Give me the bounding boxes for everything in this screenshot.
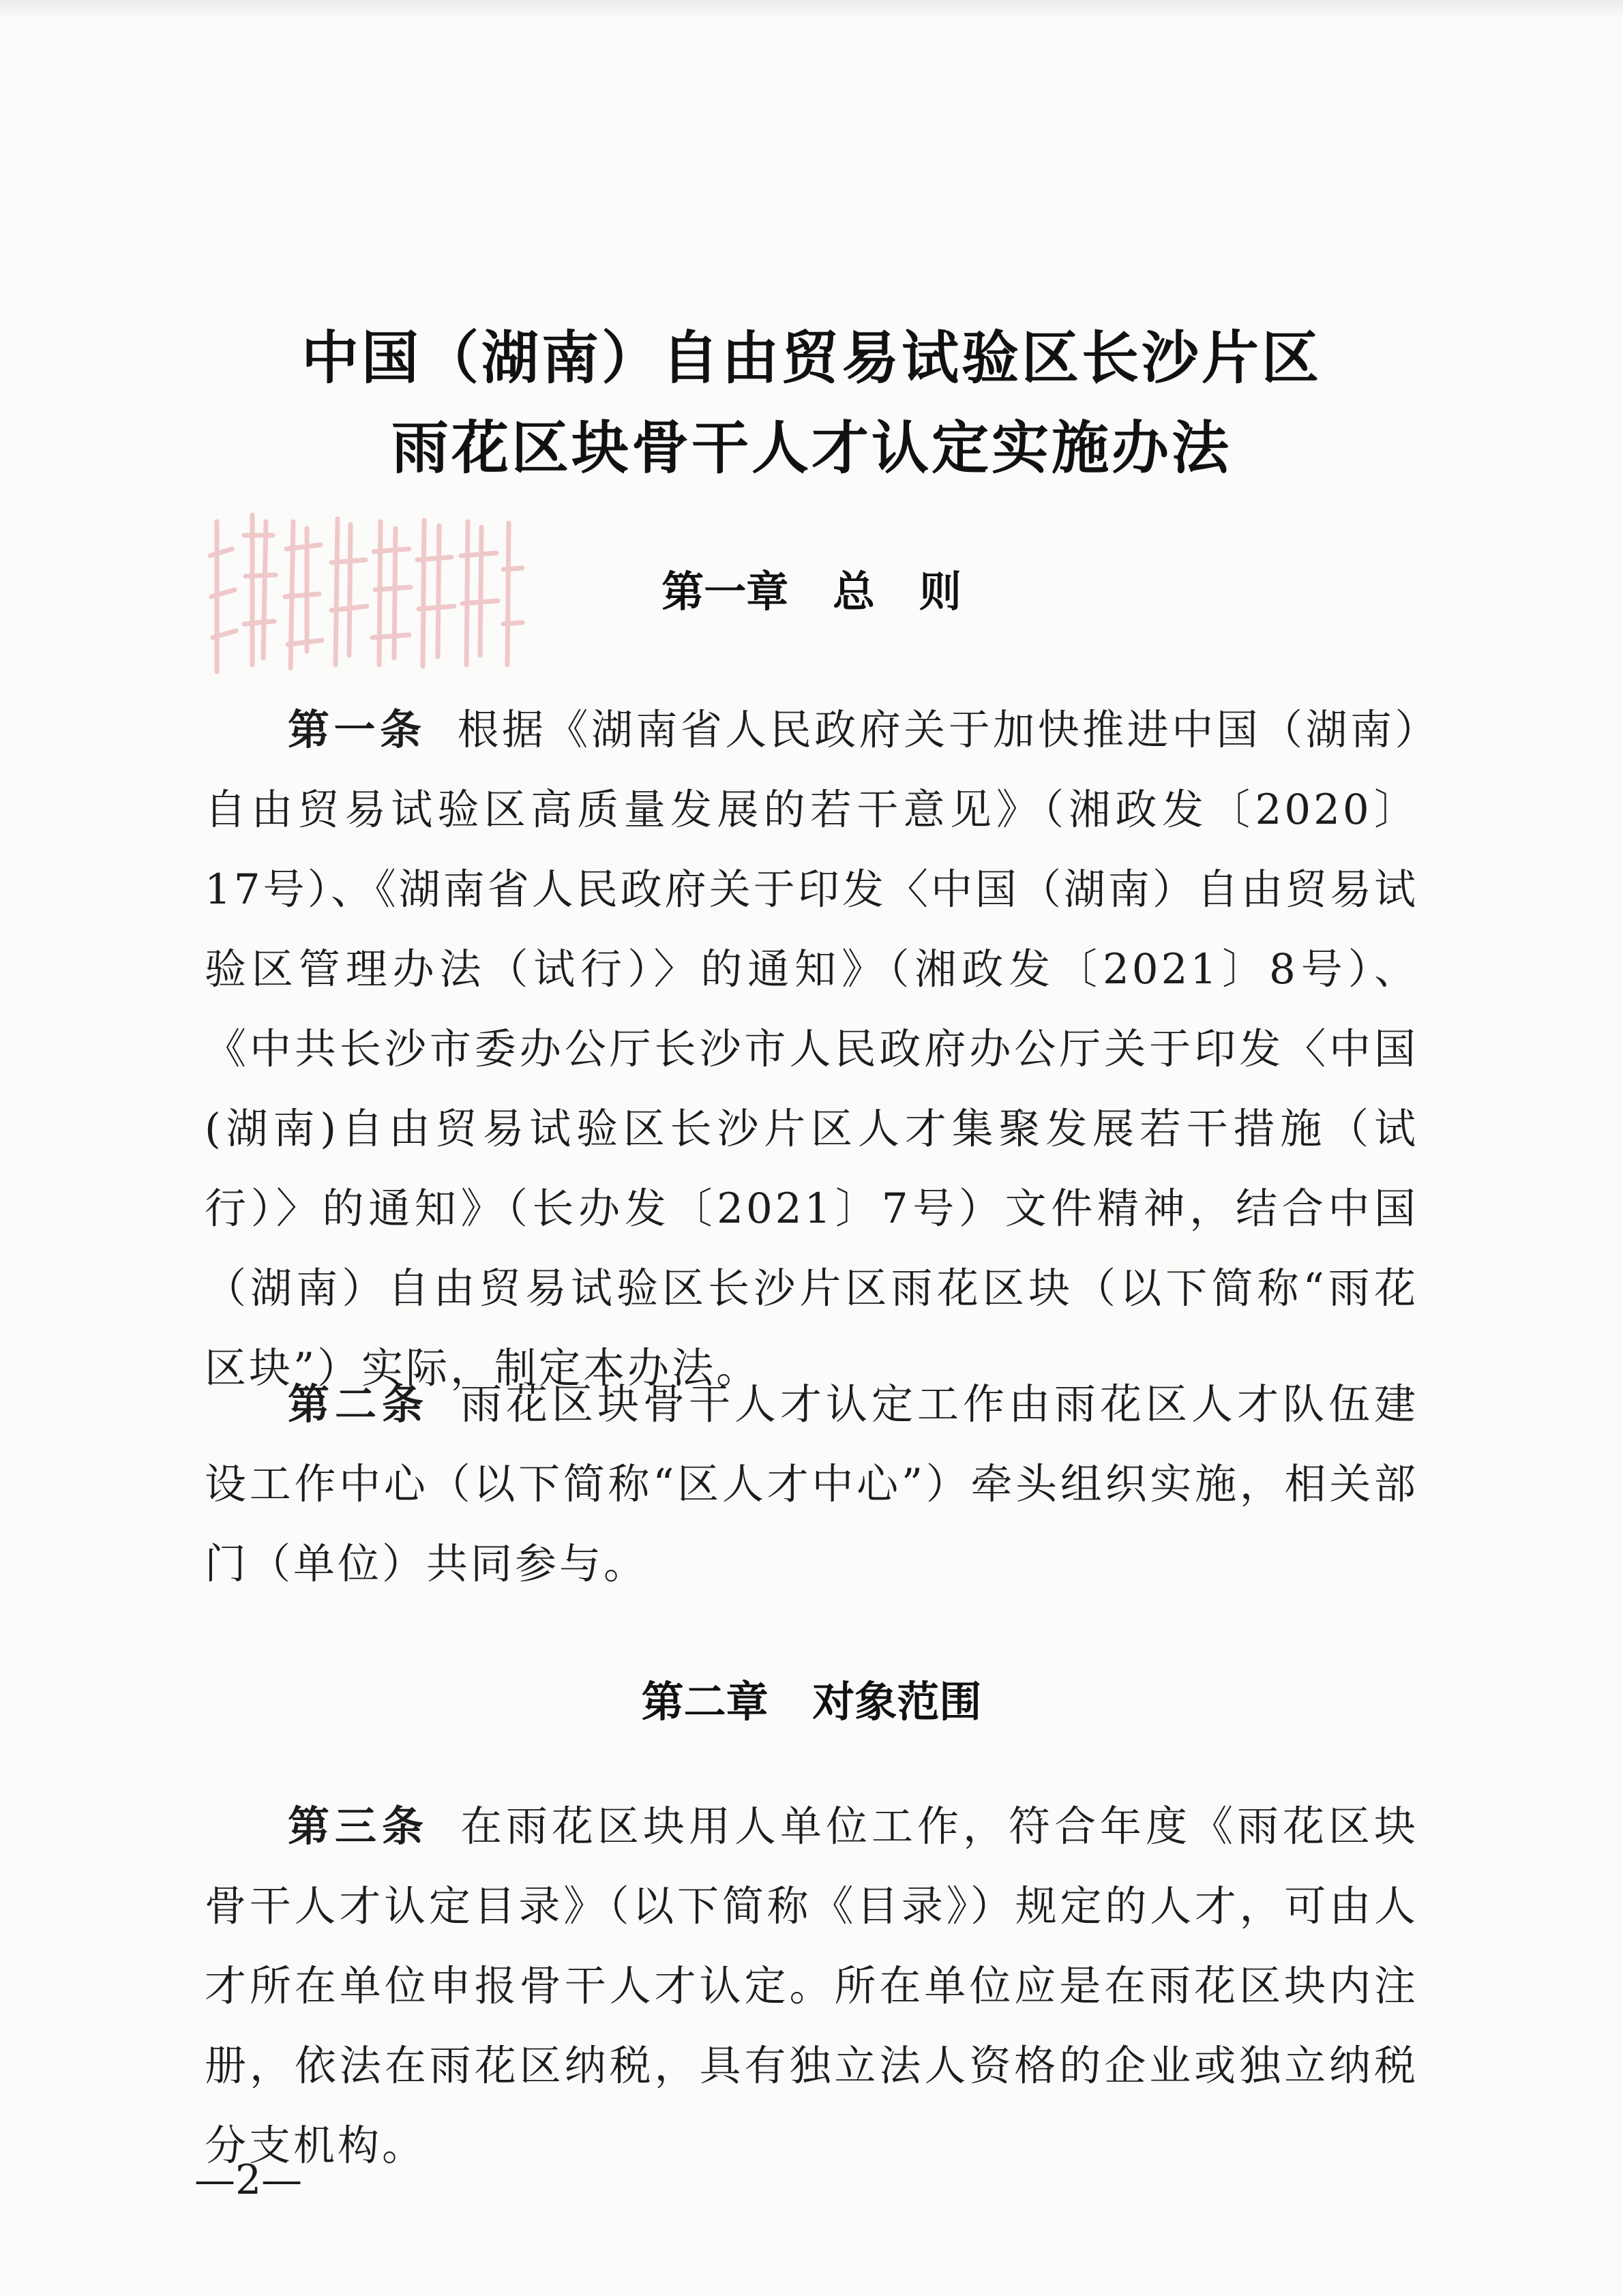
article-1-text: 根据《湖南省人民政府关于加快推进中国（湖南）自由贸易试验区高质量发展的若干意见》（湘政发〔2020〕17号）、《湖南省人民政府关于印发〈中国（湖南）自由贸易试验区管理办法（试行）〉的通知》（湘政发〔2021〕8号）、《中共长沙市委办公厅长沙市人民政府办公厅关于印发〈中国(湖南)自由贸易试验区长沙片区人才集聚发展若干措施（试行）〉的通知》（长办发〔2021〕7号）文件精神，结合中国（湖南）自由贸易试验区长沙片区雨花区块（以下简称“雨花区块”）实际，制定本办法。 [205,706,1418,1392]
article-3-text: 在雨花区块用人单位工作，符合年度《雨花区块骨干人才认定目录》（以下简称《目录》）规定的人才，可由人才所在单位申报骨干人才认定。所在单位应是在雨花区块内注册，依法在雨花区纳税，具有独立法人资格的企业或独立纳税分支机构。 [205,1802,1418,2170]
article-3-label: 第三条 [288,1802,429,1851]
article-2-text: 雨花区块骨干人才认定工作由雨花区人才队伍建设工作中心（以下简称“区人才中心”）牵头组织实施，相关部门（单位）共同参与。 [205,1380,1418,1588]
chapter-2-heading: 第二章 对象范围 [641,1677,982,1727]
article-2-label: 第二条 [288,1380,429,1429]
page-number: —2— [194,2156,303,2204]
scan-edge-shadow [0,0,1623,19]
chapter-1-heading: 第一章 总 则 [661,567,962,616]
article-1 [205,690,1418,1408]
article-1-label: 第一条 [288,706,426,754]
article-3 [205,1787,1418,2186]
article-2 [205,1365,1418,1604]
document-title-line-2: 雨花区块骨干人才认定实施办法 [391,415,1232,481]
document-title-line-1: 中国（湖南）自由贸易试验区长沙片区 [301,325,1322,391]
